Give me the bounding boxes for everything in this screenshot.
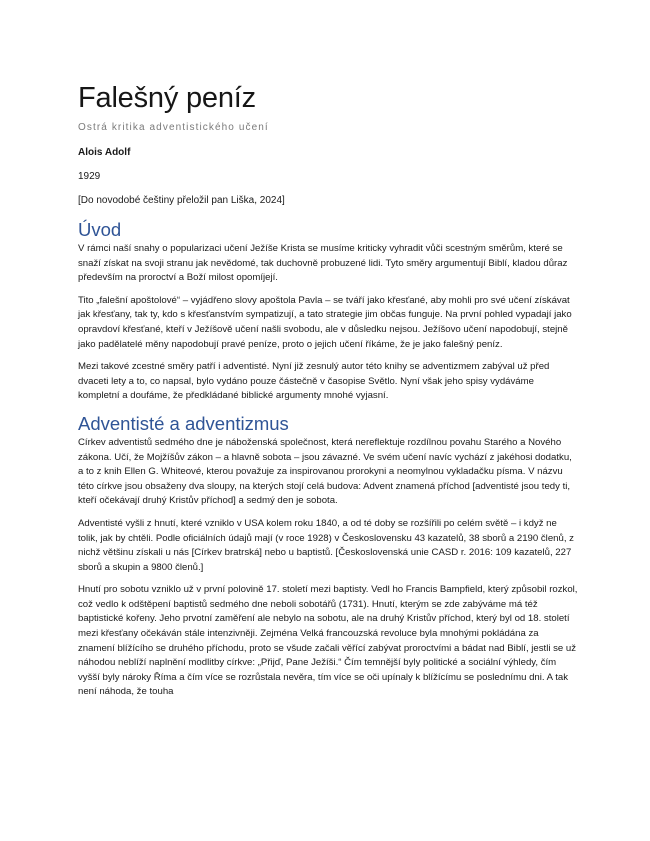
document-subtitle: Ostrá kritika adventistického učení	[78, 122, 269, 133]
section-heading-adventists: Adventisté a adventizmus	[78, 412, 289, 434]
translator-note: [Do novodobé češtiny přeložil pan Liška, 2024]	[78, 195, 285, 206]
section-heading-intro: Úvod	[78, 219, 122, 240]
adventists-paragraph: Hnutí pro sobotu vzniklo už v první polovině 17. století mezi baptisty. Vedl ho Francis Bampfield, který způsobil rozkol, což vedlo k odštěpení baptistů sedmého dne neboli sobotářů (1731). Hnutí, kterým se zde zabýváme má též baptistické kořeny. Jeho prvotní zaměření ale nebylo na sobotu, ale na druhý Kristův příchod, který byl od 18. století mezi křesťany očekáván stále intenzivněji. Zejména Velká francouzská revoluce byla mnohými pokládána za znamení blížícího se druhého příchodu, proto se všude začali věřící zabývat proroctvími a bádat nad Biblí, jestli se už náhodou neblíží naplnění modlitby církve: „Přijď, Pane Ježíši.“ Čím temnější byly politické a sociální výhledy, čím vyšší byly nároky Říma a čím více se rozrůstala nevěra, tím více se oči upínaly k blížícímu se poslednímu dni. A tak není náhoda, že touha	[78, 584, 578, 698]
intro-paragraph: V rámci naší snahy o popularizaci učení Ježíše Krista se musíme kriticky vyhradit vůči scestným směrům, které se snaží získat na svoji stranu jak nevědomé, tak duchovně probuzené lidi. Tyto směry argumentují Biblí, kladou důraz především na proroctví a Boží milost opomíjejí.	[78, 243, 568, 284]
adventists-paragraph: Církev adventistů sedmého dne je náboženská společnost, která nereflektuje rozdílnou povahu Starého a Nového zákona. Učí, že Mojžíšův zákon – a hlavně sobota – jsou závazné. Ve svém učení navíc vychází z jakéhosi dodatku, a to z knih Ellen G. Whiteové, kterou považuje za inspirovanou prorokyni a neomylnou vykladačku písma. V názvu této církve jsou obsaženy dva sloupy, na kterých stojí celá budova: Advent znamená příchod [adventisté jsou tedy ti, kteří očekávají druhý Kristův příchod] a sedmý den je sobota.	[78, 436, 572, 507]
document-page	[78, 78, 578, 708]
document-title: Falešný peníz	[78, 82, 256, 114]
publication-year: 1929	[78, 171, 101, 182]
author-name: Alois Adolf	[78, 147, 131, 158]
adventists-paragraph: Adventisté vyšli z hnutí, které vzniklo v USA kolem roku 1840, a od té doby se rozšířili po celém světě – i když ne tolik, jak by chtěli. Podle oficiálních údajů mají (v roce 1928) v Československu 43 kazatelů, 38 sborů a 2190 členů, z nichž většinu získali u nás [Církev bratrská] nebo u baptistů. [Československá unie CASD r. 2016: 109 kazatelů, 227 sborů a skupin a 9800 členů.]	[78, 517, 574, 573]
intro-paragraph: Mezi takové zcestné směry patří i adventisté. Nyní již zesnulý autor této knihy se adventizmem zabýval už před dvaceti lety a to, co napsal, bylo vydáno pouze částečně v časopise Světlo. Nyní však jeho spisy vydáváme kompletní a doufáme, že předkládané biblické argumenty mnohé vyjasní.	[78, 361, 550, 402]
intro-paragraph: Tito „falešní apoštolové“ – vyjádřeno slovy apoštola Pavla – se tváří jako křesťané, aby mohli pro své učení získávat jak křesťany, tak ty, kdo s křesťanstvím sympatizují, a tato strategie jim občas funguje. Na první pohled vypadají jako opravdoví křesťané, kteří v Ježíšově učení našli svobodu, ale v důsledku nejsou. Ježíšovo učení napodobují, stejně jako padělatelé měny napodobují pravé peníze, proto o jejich učení říkáme, že je jako falešný peníz.	[78, 294, 572, 350]
